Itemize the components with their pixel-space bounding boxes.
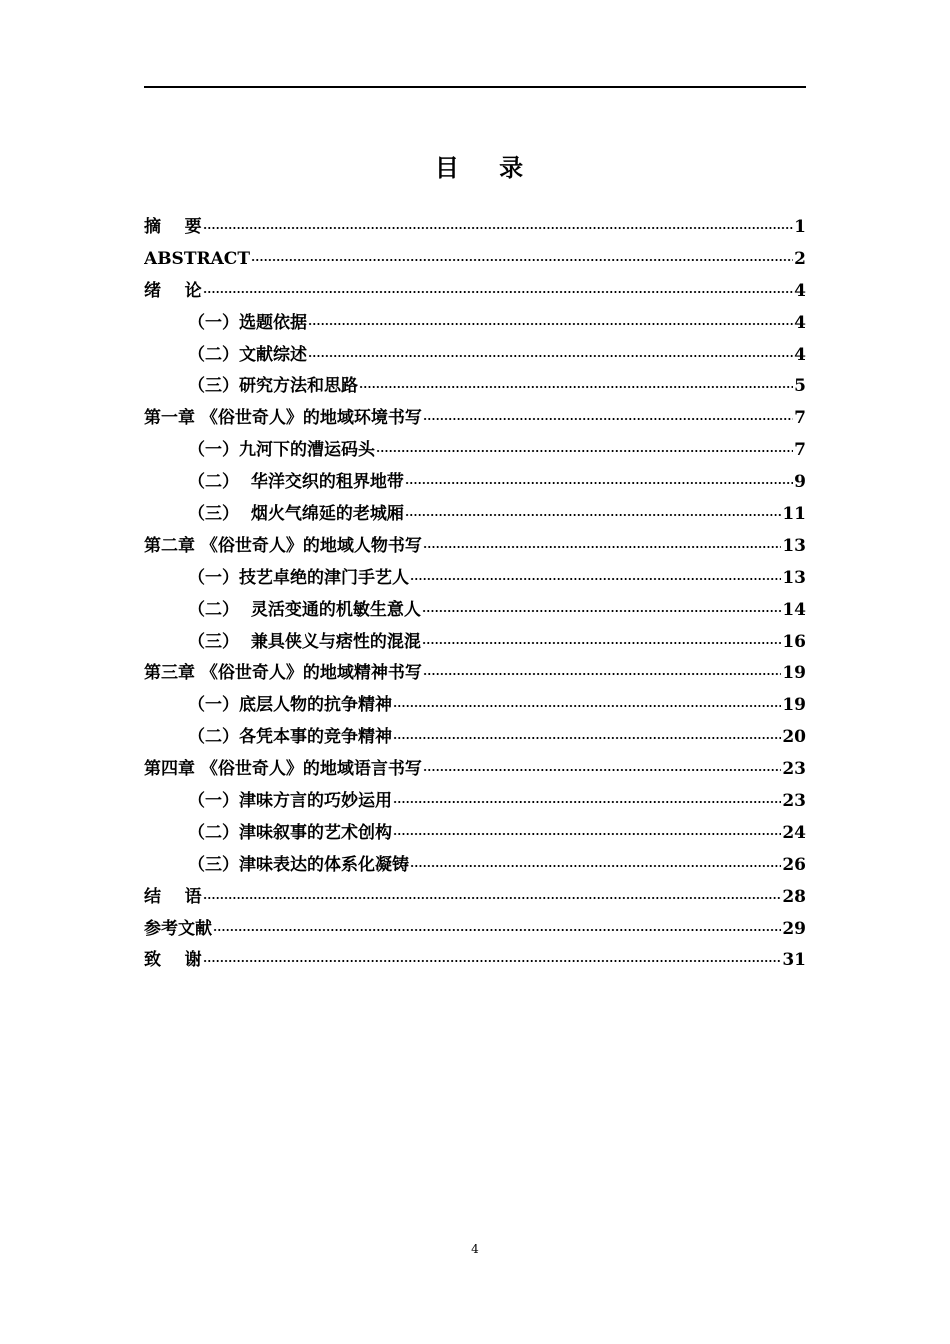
toc-entry[interactable] <box>144 627 806 659</box>
toc-entry-page: 14 <box>782 599 806 620</box>
toc-entry[interactable] <box>144 563 806 595</box>
toc-entry-page: 4 <box>794 344 806 365</box>
toc-entry-page: 23 <box>782 791 806 812</box>
toc-entry[interactable] <box>144 276 806 308</box>
toc-dot-leader <box>422 627 781 645</box>
toc-dot-leader <box>203 882 782 900</box>
toc-entry-page: 13 <box>782 567 806 588</box>
toc-dot-leader <box>393 722 781 740</box>
toc-entry[interactable] <box>144 340 806 372</box>
toc-entry-page: 24 <box>782 822 806 843</box>
toc-dot-leader <box>359 371 793 389</box>
toc-list <box>144 212 806 977</box>
toc-dot-leader <box>213 914 781 932</box>
toc-entry-page: 16 <box>782 631 806 652</box>
toc-entry-page: 23 <box>782 759 806 780</box>
toc-entry[interactable] <box>144 818 806 850</box>
page-number: 4 <box>471 1242 479 1256</box>
toc-dot-leader <box>423 531 781 549</box>
toc-entry-page: 4 <box>794 312 806 333</box>
toc-dot-leader <box>423 403 793 421</box>
toc-dot-leader <box>203 945 782 963</box>
toc-dot-leader <box>203 276 793 294</box>
toc-entry[interactable] <box>144 754 806 786</box>
toc-entry-page: 9 <box>794 472 806 493</box>
toc-dot-leader <box>405 467 793 485</box>
toc-entry[interactable] <box>144 212 806 244</box>
toc-entry-label: 第四章 《俗世奇人》的地域语言书写 <box>144 759 422 780</box>
toc-entry-page: 5 <box>794 376 806 397</box>
toc-entry-label: （二）文献综述 <box>188 344 307 365</box>
toc-entry-page: 26 <box>782 854 806 875</box>
toc-entry[interactable] <box>144 722 806 754</box>
toc-entry-page: 2 <box>794 248 806 269</box>
toc-entry[interactable] <box>144 658 806 690</box>
toc-dot-leader <box>308 308 793 326</box>
toc-entry[interactable] <box>144 403 806 435</box>
toc-entry[interactable] <box>144 850 806 882</box>
toc-entry-page: 28 <box>782 886 806 907</box>
toc-dot-leader <box>423 754 781 772</box>
toc-entry-page: 29 <box>782 918 806 939</box>
toc-dot-leader <box>393 786 781 804</box>
toc-entry-label: （二）各凭本事的竞争精神 <box>188 727 392 748</box>
toc-entry[interactable] <box>144 308 806 340</box>
toc-entry[interactable] <box>144 371 806 403</box>
toc-entry[interactable] <box>144 690 806 722</box>
toc-entry-page: 1 <box>794 217 806 237</box>
toc-dot-leader <box>376 435 793 453</box>
toc-entry-label: （一）九河下的漕运码头 <box>188 440 375 461</box>
toc-entry[interactable] <box>144 945 806 977</box>
toc-entry-label: （一）津味方言的巧妙运用 <box>188 791 392 812</box>
toc-entry[interactable] <box>144 244 806 276</box>
toc-entry-label: 第三章 《俗世奇人》的地域精神书写 <box>144 663 422 684</box>
toc-entry[interactable] <box>144 531 806 563</box>
toc-entry[interactable] <box>144 914 806 946</box>
toc-entry[interactable] <box>144 435 806 467</box>
toc-entry-label: （一）选题依据 <box>188 312 307 333</box>
toc-entry-label: 第一章 《俗世奇人》的地域环境书写 <box>144 408 422 429</box>
toc-entry-label: 致 谢 <box>144 950 202 971</box>
toc-dot-leader <box>203 212 793 230</box>
toc-entry-label: 摘 要 <box>144 217 202 237</box>
toc-entry-page: 7 <box>794 440 806 461</box>
toc-entry-label: （二） 华洋交织的租界地带 <box>188 472 404 493</box>
toc-dot-leader <box>405 499 781 517</box>
toc-entry-page: 19 <box>782 663 806 684</box>
toc-dot-leader <box>423 658 781 676</box>
toc-dot-leader <box>393 818 781 836</box>
toc-entry-label: （二） 灵活变通的机敏生意人 <box>188 599 421 620</box>
toc-entry-label: （一）技艺卓绝的津门手艺人 <box>188 567 409 588</box>
toc-entry-page: 7 <box>794 408 806 429</box>
toc-dot-leader <box>308 340 793 358</box>
toc-entry-page: 31 <box>782 950 806 971</box>
toc-entry-label: 第二章 《俗世奇人》的地域人物书写 <box>144 535 422 556</box>
toc-entry-page: 13 <box>782 535 806 556</box>
toc-entry[interactable] <box>144 882 806 914</box>
toc-entry-label: ABSTRACT <box>144 248 250 269</box>
toc-dot-leader <box>393 690 781 708</box>
toc-entry-page: 20 <box>782 727 806 748</box>
toc-entry[interactable] <box>144 467 806 499</box>
toc-entry-label: 参考文献 <box>144 918 212 939</box>
toc-entry-label: （三） 烟火气绵延的老城厢 <box>188 504 404 525</box>
toc-dot-leader <box>251 244 793 262</box>
toc-entry-label: 绪 论 <box>144 280 202 301</box>
toc-entry-label: （一）底层人物的抗争精神 <box>188 695 392 716</box>
toc-entry-label: 结 语 <box>144 886 202 907</box>
toc-entry-page: 19 <box>782 695 806 716</box>
toc-entry-page: 4 <box>794 280 806 301</box>
toc-dot-leader <box>410 563 781 581</box>
header-rule <box>144 86 806 88</box>
toc-entry[interactable] <box>144 595 806 627</box>
toc-entry-page: 11 <box>782 504 806 525</box>
toc-entry[interactable] <box>144 786 806 818</box>
toc-entry[interactable] <box>144 499 806 531</box>
toc-entry-label: （二）津味叙事的艺术创构 <box>188 822 392 843</box>
toc-entry-label: （三） 兼具侠义与痞性的混混 <box>188 631 421 652</box>
toc-entry-label: （三）研究方法和思路 <box>188 376 358 397</box>
toc-title: 目 录 <box>434 154 540 182</box>
toc-dot-leader <box>410 850 781 868</box>
toc-entry-label: （三）津味表达的体系化凝铸 <box>188 854 409 875</box>
toc-dot-leader <box>422 595 781 613</box>
